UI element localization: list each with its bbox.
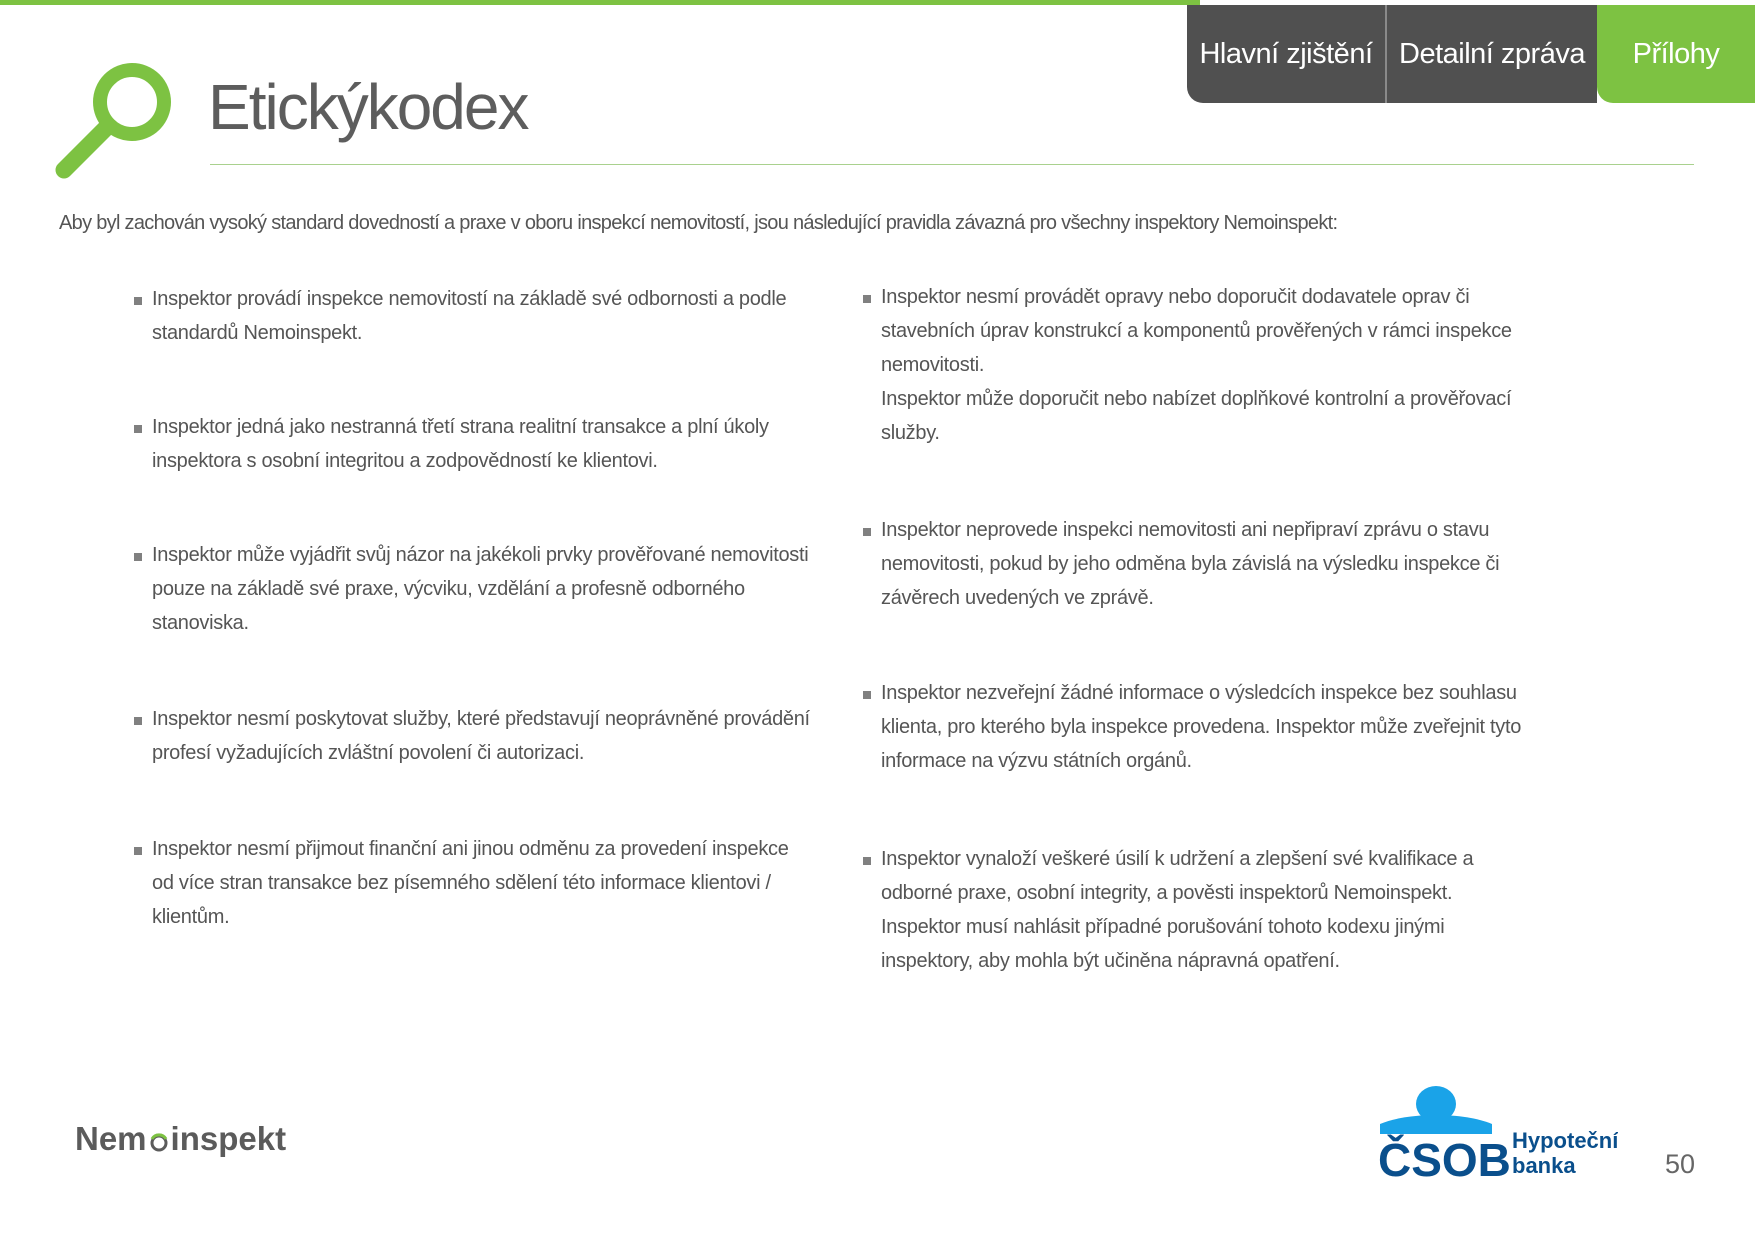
bullet-square-icon (134, 553, 142, 561)
csob-hypotecni-banka-logo (1378, 1086, 1618, 1181)
rule-item (863, 280, 1531, 450)
page-number: 50 (1665, 1149, 1696, 1179)
rule-text: Inspektor nesmí provádět opravy nebo doporučit dodavatele oprav či stavebních úprav konstrukcí a komponentů prověřených v rámci inspekce nemovitosti. (881, 286, 1512, 376)
rule-text: Inspektor nesmí přijmout finanční ani jinou odměnu za provedení inspekce od více stran transakce bez písemného sdělení této informace klientovi / klientům. (152, 838, 789, 928)
bullet-square-icon (863, 295, 871, 303)
bullet-square-icon (134, 425, 142, 433)
rule-text-continued: Inspektor může doporučit nebo nabízet doplňkové kontrolní a prověřovací služby. (881, 388, 1512, 444)
rule-text: Inspektor jedná jako nestranná třetí strana realitní transakce a plní úkoly inspektora s osobní integritou a zodpovědností ke klientovi. (152, 416, 769, 472)
logo-text-part: inspekt (170, 1120, 287, 1157)
rule-item (863, 513, 1531, 615)
csob-brand-text: ČSOB (1378, 1134, 1511, 1181)
tab-detailni-zprava[interactable]: Detailní zpráva (1387, 5, 1597, 103)
bullet-square-icon (134, 717, 142, 725)
intro-text: Aby byl zachován vysoký standard dovedností a praxe v oboru inspekcí nemovitostí, jsou následující pravidla závazná pro všechny inspektory Nemoinspekt: (59, 212, 1338, 234)
tab-prilohy[interactable]: Přílohy (1597, 5, 1755, 103)
tab-hlavni-zjisteni[interactable]: Hlavní zjištění (1187, 5, 1387, 103)
bullet-square-icon (863, 528, 871, 536)
nemoinspekt-logo (75, 1120, 286, 1158)
rule-text: Inspektor provádí inspekce nemovitostí na základě své odbornosti a podle standardů Nemoinspekt. (152, 288, 787, 344)
bullet-square-icon (863, 857, 871, 865)
bullet-square-icon (134, 297, 142, 305)
title-divider (210, 164, 1694, 165)
logo-text-part: Nem (75, 1120, 147, 1157)
logo-o-mark-icon (148, 1128, 170, 1150)
rule-text: Inspektor nesmí poskytovat služby, které představují neoprávněné provádění profesí vyžadujících zvláštní povolení či autorizaci. (152, 708, 810, 764)
magnifier-icon (52, 56, 182, 186)
rule-item (134, 538, 812, 640)
rule-text: Inspektor vynaloží veškeré úsilí k udržení a zlepšení své kvalifikace a odborné praxe, osobní integrity, a pověsti inspektorů Nemoinspekt. (881, 848, 1474, 904)
rule-item (134, 282, 812, 350)
rule-item (863, 676, 1531, 778)
rule-text-continued: Inspektor musí nahlásit případné porušování tohoto kodexu jinými inspektory, aby mohla být učiněna nápravná opatření. (881, 916, 1445, 972)
top-accent-line (0, 0, 1200, 5)
hypotecni-text: Hypoteční (1512, 1128, 1618, 1153)
rule-text: Inspektor může vyjádřit svůj názor na jakékoli prvky prověřované nemovitosti pouze na základě své praxe, výcviku, vzdělání a profesně odborného stanoviska. (152, 544, 809, 634)
rule-text: Inspektor nezveřejní žádné informace o výsledcích inspekce bez souhlasu klienta, pro kterého byla inspekce provedena. Inspektor může zveřejnit tyto informace na výzvu státních orgánů. (881, 682, 1522, 772)
rule-item (134, 832, 812, 934)
rule-item (863, 842, 1531, 978)
rule-text: Inspektor neprovede inspekci nemovitosti ani nepřipraví zprávu o stavu nemovitosti, pokud by jeho odměna byla závislá na výsledku inspekce či závěrech uvedených ve zprávě. (881, 519, 1500, 609)
banka-text: banka (1512, 1153, 1576, 1178)
bullet-square-icon (134, 847, 142, 855)
rule-item (134, 702, 812, 770)
page-title: Etickýkodex (208, 71, 528, 143)
rule-item (134, 410, 812, 478)
bullet-square-icon (863, 691, 871, 699)
main-navigation (1187, 5, 1755, 103)
